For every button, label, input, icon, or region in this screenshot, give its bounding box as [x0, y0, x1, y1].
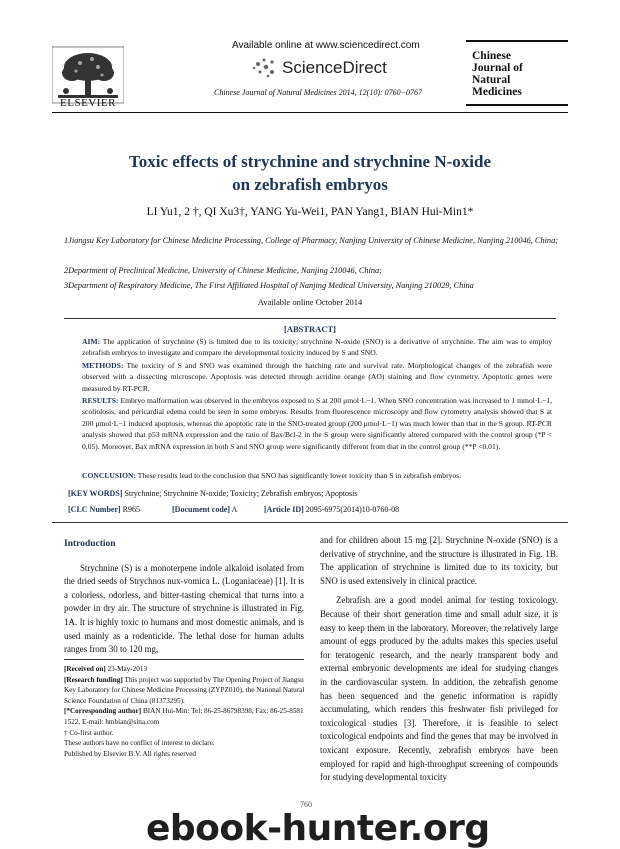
corresponding-note: [64, 706, 306, 727]
conclusion-text: These results lead to the conclusion that SNO has significantly lower toxicity than S in zebrafish embryos.: [137, 471, 462, 480]
watermark-text: ebook-hunter.org: [146, 808, 490, 849]
article-title: [52, 150, 568, 196]
conclusion-label: CONCLUSION:: [82, 471, 137, 480]
journal-title-box: [466, 40, 568, 106]
article-id: [264, 505, 399, 514]
introduction-heading: Introduction: [64, 539, 116, 549]
aim-label: AIM:: [82, 337, 101, 346]
abstract-conclusion: [82, 470, 552, 481]
conflict-note: These authors have no conflict of interest to declare.: [64, 739, 215, 748]
corr-label: [*Corresponding author]: [64, 707, 142, 716]
cofirst-note: † Co-first author.: [64, 728, 114, 737]
methods-text: The toxicity of S and SNO was examined through the hatching rate and survival rate. Morphological changes of the zebrafish were observed with a dissecting microscope. Apoptosis was detected through acridine orange (AO) staining and flow cytometry. Apoptotic genes were measured by RT-PCR.: [82, 361, 552, 393]
keywords-label: [KEY WORDS]: [68, 489, 123, 498]
clc-label: [CLC Number]: [68, 505, 121, 514]
abstract-aim: [82, 336, 552, 359]
funding-label: [Research funding]: [64, 675, 123, 684]
abstract-heading: [ABSTRACT]: [284, 324, 336, 334]
affiliation-3: 3Department of Respiratory Medicine, The First Affiliated Hospital of Nanjing Medical University, Nanjing 210029, China: [64, 281, 474, 290]
funding-note: [64, 675, 306, 707]
author-list: LI Yu1, 2 †, QI Xu3†, YANG Yu-Wei1, PAN Yang1, BIAN Hui-Min1*: [146, 206, 474, 218]
affiliation-2: 2Department of Preclinical Medicine, University of Chinese Medicine, Nanjing 210046, China;: [64, 266, 382, 275]
intro-paragraph-3: Zebrafish are a good model animal for testing toxicology. Because of their short generation time and small adult size, it is easy to keep them in the laboratory. Moreover, the relatively large amount of eggs produced by the adults makes this species useful for teratogenic research, and the nearly transparent body and external embryonic developments are ideal for studying changes in the cardiovascular system. In addition, the zebrafish genome has been sequenced and the genetic information is rapidly accumulating, which renders this freshwater fish privileged for toxicological studies [3]. Therefore, it is feasible to select toxicological endpoints and find the genes that may be involved in toxicant exposure. Recently, zebrafish embryos have been employed for rapid and high-throughput screening of compounds for studying developmental toxicity: [320, 595, 558, 783]
header-divider: [52, 112, 568, 113]
footnotes: [64, 664, 306, 759]
abstract-methods: [82, 360, 552, 394]
aim-text: The application of strychnine (S) is limited due to its toxicity; strychnine N-oxide (SNO) is a derivative of strychnine. The aim was to employ zebrafish embryos to investigate and compare the developmental toxicity induced by S and SNO.: [82, 337, 552, 358]
results-label: RESULTS:: [82, 396, 119, 405]
keywords-text: Strychnine; Strychnine N-oxide; Toxicity; Zebrafish embryos; Apoptosis: [124, 489, 358, 498]
abstract-bottom-divider: [52, 522, 568, 523]
doccode-value: A: [231, 505, 238, 514]
abstract-top-divider: [64, 318, 556, 319]
title-line-1: Toxic effects of strychnine and strychnine N-oxide: [128, 152, 491, 171]
articleid-value: 2095-6975(2014)10-0760-08: [305, 505, 400, 514]
sciencedirect-brand: ScienceDirect: [282, 58, 387, 77]
body-column-left: [64, 534, 304, 657]
clc-value: R965: [122, 505, 141, 514]
corr-value: BIAN Hui-Min: Tel: 86-25-86798398, Fax: 86-25-8581 1522, E-mail: hmbian@sina.com: [64, 707, 304, 726]
keywords: [68, 489, 568, 498]
available-online-text[interactable]: Available online at www.sciencedirect.com: [232, 40, 420, 51]
footnote-divider: [64, 659, 304, 660]
available-online-date: Available online October 2014: [257, 297, 363, 307]
received-label: [Received on]: [64, 665, 106, 673]
document-code: [172, 505, 237, 514]
journal-box-line: Chinese: [472, 50, 511, 62]
page-number: 760: [300, 800, 312, 809]
journal-citation: Chinese Journal of Natural Medicines 2014, 12(10): 0760−0767: [214, 88, 423, 97]
publisher-note: Published by Elsevier B.V. All rights reserved: [64, 749, 197, 758]
methods-label: METHODS:: [82, 361, 124, 370]
results-text: Embryo malformation was observed in the embryos exposed to S at 200 μmol·L−1. When SNO concentration was increased to 1 mmol·L−1, scoliolosis, and pericardial edema could be seen in some embryos. Results from fluorescence microscopy and flow cytometry analysis showed that S at 200 μmol·L−1 induced apoptosis, whereas the apoptotic rate in the SNO-treated group (200 μmol·L−1) was much lower than that in the S group. RT-PCR analysis showed that p53 mRNA expression and the ratio of Bax/Bcl-2 in the S group were significantly altered compared with the control group (*P < 0.05). Moreover, Bax mRNA expression in both S and SNO group were significantly different from that in the control group (**P <0.01).: [82, 396, 553, 451]
body-column-right: [320, 534, 558, 785]
abstract-results: [82, 395, 552, 452]
journal-box-line: Journal of: [472, 62, 523, 74]
title-line-2: on zebrafish embryos: [232, 175, 388, 194]
journal-box-line: Natural: [472, 74, 511, 86]
doccode-label: [Document code]: [172, 505, 230, 514]
intro-paragraph-1: Strychnine (S) is a monoterpene indole alkaloid isolated from the dried seeds of Strychnos nux-vomica L. (Loganiaceae) [1]. It is a colorless, odorless, and bitter-tasting chemical that turns into a powder in dry air. The structure of strychnine is illustrated in Fig. 1A. It is highly toxic to humans and most domestic animals, and is used mainly as a rodenticide. The lethal dose for human adults ranges from 30 to 120 mg,: [64, 562, 304, 655]
journal-box-line: Medicines: [472, 86, 522, 98]
intro-paragraph-2: and for children about 15 mg [2]. Strychnine N-oxide (SNO) is a derivative of strychnine, and the structure is illustrated in Fig. 1B. The application of strychnine is limited due to its toxicity, but SNO is used extensively in clinical practice.: [320, 535, 558, 586]
publisher-name: ELSEVIER: [60, 97, 116, 109]
articleid-label: [Article ID]: [264, 505, 304, 514]
received-value: 23-May-2013: [107, 665, 148, 673]
clc-number: [68, 505, 140, 514]
funding-value: This project was supported by The Opening Project of Jiangsu Key Laboratory for Chinese Medicine Processing (ZYPZ010), the National Natural Science Foundation of China (81373295).: [64, 675, 305, 705]
affiliation-1: 1Jiangsu Key Laboratory for Chinese Medicine Processing, College of Pharmacy, Nanjing University of Chinese Medicine, Nanjing 210046, China;: [64, 236, 558, 245]
received-note: [64, 664, 306, 675]
